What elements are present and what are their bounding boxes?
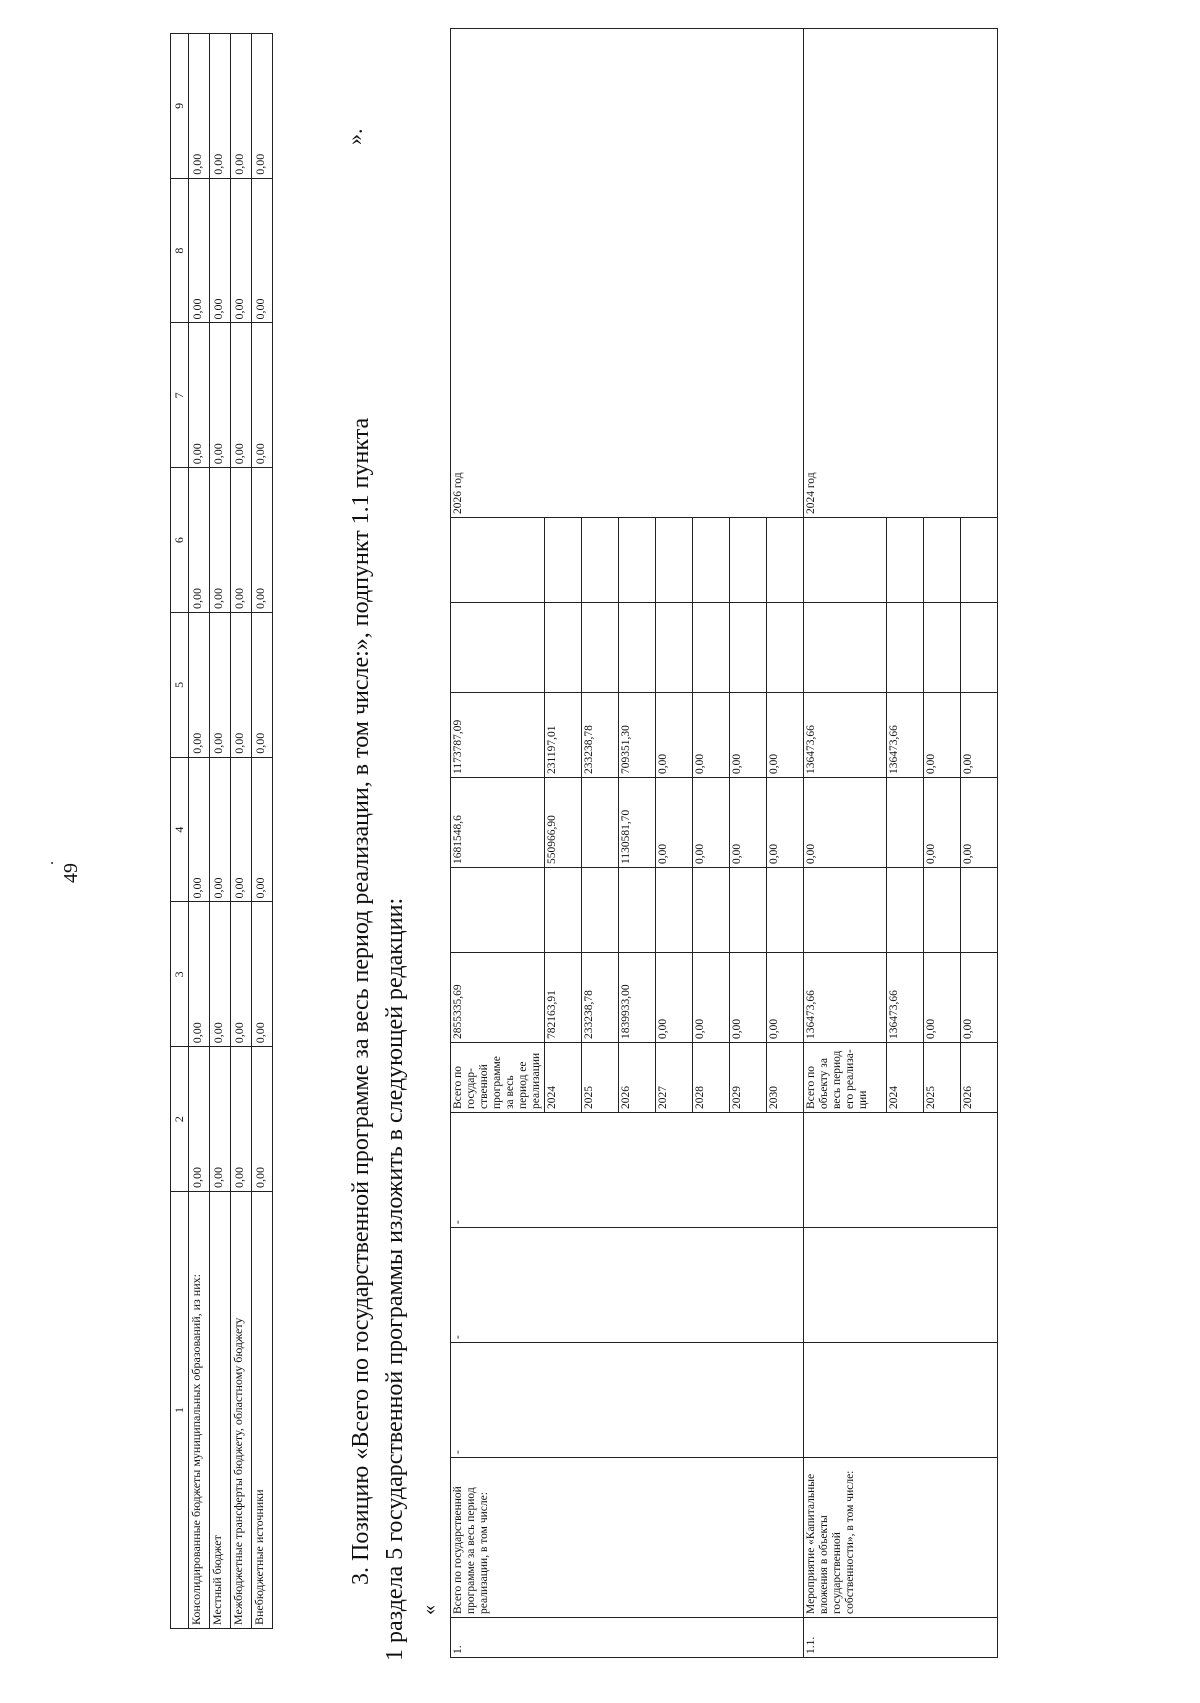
table-row	[189, 34, 210, 1629]
cell-value	[693, 603, 730, 693]
cell-value: 1839933,00	[619, 953, 656, 1043]
cell-value: 0,00	[252, 613, 273, 758]
cell-value: 0,00	[231, 1047, 252, 1192]
cell-value	[693, 518, 730, 603]
year-cell: 2028	[693, 1043, 730, 1113]
page-number: 49	[60, 863, 82, 883]
cell-value	[887, 518, 924, 603]
table-row	[231, 34, 252, 1629]
cell-value: 233238,78	[582, 953, 619, 1043]
cell-value: 0,00	[924, 693, 961, 778]
cell-value: 0,00	[231, 178, 252, 323]
cell-value: 0,00	[231, 613, 252, 758]
year-cell: 2025	[924, 1043, 961, 1113]
cell-value: 0,00	[693, 778, 730, 868]
year-cell: 2024	[887, 1043, 924, 1113]
cell-value: 0,00	[231, 468, 252, 613]
col-header: 5	[171, 613, 189, 758]
note-cell: 2024 год	[804, 29, 998, 518]
cell-value: 233238,78	[582, 693, 619, 778]
cell-value	[804, 518, 887, 603]
cell-value: 136473,66	[804, 693, 887, 778]
cell-value: 0,00	[189, 323, 210, 468]
cell-value	[451, 518, 545, 603]
cell-value	[961, 518, 998, 603]
cell-value: 0,00	[656, 953, 693, 1043]
cell-value: 0,00	[252, 323, 273, 468]
cell-value: 0,00	[693, 953, 730, 1043]
col-header: 4	[171, 757, 189, 902]
cell-value: 0,00	[924, 953, 961, 1043]
year-cell: 2025	[582, 1043, 619, 1113]
cell-value: 0,00	[924, 778, 961, 868]
cell-value: 0,00	[767, 693, 804, 778]
cell-value	[619, 518, 656, 603]
cell-value: 1173787,09	[451, 693, 545, 778]
cell-value	[804, 868, 887, 953]
funding-sources-table	[170, 33, 273, 1629]
cell-value: 0,00	[252, 757, 273, 902]
year-cell: 2027	[656, 1043, 693, 1113]
table-row	[210, 34, 231, 1629]
cell-value	[451, 603, 545, 693]
cell-value: 0,00	[730, 778, 767, 868]
total-label: Всего по государ-ственной программе за весь период ее реализации	[451, 1043, 545, 1113]
row-number: 1.1.	[804, 1618, 998, 1658]
cell-value: 0,00	[210, 902, 231, 1047]
cell-value: 0,00	[210, 468, 231, 613]
dash-cell: -	[451, 1343, 804, 1458]
cell-value	[924, 518, 961, 603]
year-cell: 2024	[545, 1043, 582, 1113]
paragraph-line-2: 1 раздела 5 государственной программы изложить в следующей редакции:	[382, 897, 408, 1661]
cell-value: 0,00	[767, 778, 804, 868]
cell-value	[730, 603, 767, 693]
cell-value: 0,00	[961, 693, 998, 778]
cell-value: 0,00	[656, 778, 693, 868]
cell-value: 136473,66	[804, 953, 887, 1043]
program-table	[450, 28, 998, 1658]
cell-value	[961, 603, 998, 693]
cell-value: 0,00	[210, 1047, 231, 1192]
cell-value	[545, 518, 582, 603]
cell-value: 0,00	[210, 178, 231, 323]
col-header: 7	[171, 323, 189, 468]
cell-value	[619, 868, 656, 953]
cell-value	[582, 603, 619, 693]
cell-value: 0,00	[210, 757, 231, 902]
row-label: Консолидированные бюджеты муниципальных образований, из них:	[189, 1192, 210, 1629]
cell-value	[545, 603, 582, 693]
cell-value	[730, 518, 767, 603]
cell-value: 0,00	[231, 34, 252, 179]
cell-value: 0,00	[189, 757, 210, 902]
cell-value: 0,00	[961, 953, 998, 1043]
cell-value: 0,00	[231, 757, 252, 902]
cell-value	[545, 868, 582, 953]
empty-cell	[804, 1343, 998, 1458]
cell-value	[451, 868, 545, 953]
cell-value: 0,00	[730, 693, 767, 778]
empty-cell	[804, 1113, 998, 1228]
empty-cell	[804, 1228, 998, 1343]
cell-value: 0,00	[231, 323, 252, 468]
opening-quote: «	[418, 1605, 440, 1615]
cell-value	[582, 518, 619, 603]
year-cell: 2030	[767, 1043, 804, 1113]
cell-value: 0,00	[252, 468, 273, 613]
cell-value	[887, 603, 924, 693]
dash-cell: -	[451, 1228, 804, 1343]
cell-value: 0,00	[252, 34, 273, 179]
cell-value: 0,00	[252, 902, 273, 1047]
cell-value: 136473,66	[887, 693, 924, 778]
cell-value: 0,00	[767, 953, 804, 1043]
cell-value: 0,00	[189, 902, 210, 1047]
cell-value	[656, 518, 693, 603]
cell-value: 0,00	[189, 1047, 210, 1192]
cell-value: 2855335,69	[451, 953, 545, 1043]
cell-value	[656, 603, 693, 693]
year-cell: 2029	[730, 1043, 767, 1113]
cell-value: 1130581,70	[619, 778, 656, 868]
total-label: Всего по объекту за весь период его реализа-ции	[804, 1043, 887, 1113]
table-row	[804, 29, 887, 1658]
cell-value: 0,00	[252, 1047, 273, 1192]
cell-value	[924, 603, 961, 693]
row-number: 1.	[451, 1618, 804, 1658]
cell-value	[924, 868, 961, 953]
cell-value: 0,00	[804, 778, 887, 868]
cell-value	[887, 778, 924, 868]
cell-value: 0,00	[656, 693, 693, 778]
paragraph-line-1: 3. Позицию «Всего по государственной программе за весь период реализации, в том числе:», подпункт 1.1 пункта	[348, 417, 374, 1585]
col-header: 2	[171, 1047, 189, 1192]
closing-quote: ».	[342, 128, 367, 145]
year-cell: 2026	[619, 1043, 656, 1113]
note-cell: 2026 год	[451, 29, 804, 518]
cell-value	[961, 868, 998, 953]
cell-value	[767, 603, 804, 693]
col-header: 9	[171, 34, 189, 179]
dash-cell: -	[451, 1113, 804, 1228]
cell-value	[582, 778, 619, 868]
table-row	[451, 29, 545, 1658]
table-row	[252, 34, 273, 1629]
cell-value: 0,00	[231, 902, 252, 1047]
cell-value: 0,00	[693, 693, 730, 778]
row-label: Межбюджетные трансферты бюджету, областному бюджету	[231, 1192, 252, 1629]
col-header: 6	[171, 468, 189, 613]
cell-value: 0,00	[189, 178, 210, 323]
cell-value: 136473,66	[887, 953, 924, 1043]
cell-value: 0,00	[210, 34, 231, 179]
col-header: 3	[171, 902, 189, 1047]
row-label: Внебюджетные источники	[252, 1192, 273, 1629]
cell-value: 0,00	[189, 613, 210, 758]
col-header: 8	[171, 178, 189, 323]
row-name: Всего по государственной программе за весь период реализации, в том числе:	[451, 1458, 804, 1618]
cell-value	[656, 868, 693, 953]
cell-value: 231197,01	[545, 693, 582, 778]
cell-value: 0,00	[252, 178, 273, 323]
page-mark: .	[40, 861, 57, 865]
col-header: 1	[171, 1192, 189, 1629]
cell-value	[804, 603, 887, 693]
cell-value: 782163,91	[545, 953, 582, 1043]
year-cell: 2026	[961, 1043, 998, 1113]
cell-value	[730, 868, 767, 953]
cell-value	[619, 603, 656, 693]
cell-value: 0,00	[189, 34, 210, 179]
cell-value	[582, 868, 619, 953]
cell-value	[767, 518, 804, 603]
row-label: Местный бюджет	[210, 1192, 231, 1629]
cell-value	[767, 868, 804, 953]
cell-value: 550966,90	[545, 778, 582, 868]
cell-value: 0,00	[210, 323, 231, 468]
cell-value: 0,00	[730, 953, 767, 1043]
cell-value	[693, 868, 730, 953]
table-header-row	[171, 34, 189, 1629]
cell-value: 0,00	[189, 468, 210, 613]
cell-value: 0,00	[961, 778, 998, 868]
cell-value: 1681548,6	[451, 778, 545, 868]
cell-value: 709351,30	[619, 693, 656, 778]
row-name: Мероприятие «Капитальные вложения в объекты государственной собственности», в том числе:	[804, 1458, 998, 1618]
cell-value: 0,00	[210, 613, 231, 758]
cell-value	[887, 868, 924, 953]
